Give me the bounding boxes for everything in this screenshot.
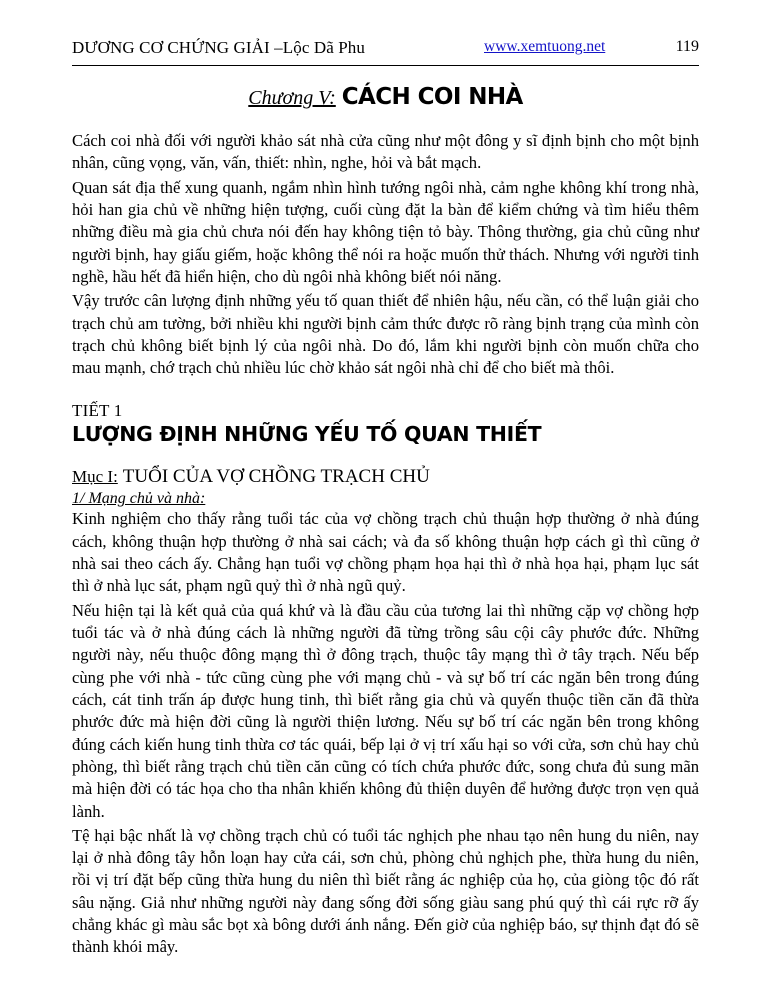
header-divider: [72, 65, 699, 66]
intro-paragraph-2: Quan sát địa thế xung quanh, ngắm nhìn hình tướng ngôi nhà, cảm nghe không khí trong nhà, hỏi han gia chủ về những hiện tượng, cuối cùng đặt la bàn để kiểm chứng và tìm hiểu thêm những điều mà gia chủ chưa nói đến hay không tiện tỏ bày. Thông thường, gia chủ cũng như người bịnh, hay giấu giếm, hoặc không thể nói ra hoặc muốn thử thách. Nhưng với người tinh nghề, hầu hết đã hiển hiện, cho dù ngôi nhà không biết nói năng.: [72, 177, 699, 286]
muc-title: TUỔI CỦA VỢ CHỒNG TRẠCH CHỦ: [122, 466, 430, 488]
section-paragraph-3: Tệ hại bậc nhất là vợ chồng trạch chủ có tuổi tác nghịch phe nhau tạo nên hung du niên, nay lại ở nhà đông tây hỗn loạn hay cửa cái, sơn chủ, phòng chủ nghịch phe, thừa hung du niên, rồi vị trí đặt bếp cũng thừa hung du niên thì biết rằng ác nghiệp của họ, của giòng tộc đó rất sâu nặng. Giả như những người này đang sống đời sống giàu sang phú quý thì cái rực rỡ ấy chẳng khác gì màu sắc bọt xà bông dưới ánh nắng. Đến giờ của nghiệp báo, sự thịnh đạt đó sẽ thành khói mây.: [72, 825, 699, 957]
intro-paragraph-3: Vậy trước cân lượng định những yếu tố quan thiết để nhiên hậu, nếu cần, có thể luận giải cho trạch chủ am tường, bởi nhiều khi người bịnh cảm thức được rõ ràng bịnh trạng của mình còn trạch chủ không biết bịnh lý của ngôi nhà. Do đó, lắm khi người bịnh còn muốn chữa cho mau mạnh, chớ trạch chủ nhiều lúc chờ khảo sát ngôi nhà chỉ để cho biết mà thôi.: [72, 291, 699, 378]
chapter-title: CÁCH COI NHÀ: [341, 84, 523, 110]
chapter-heading: [72, 84, 699, 110]
section-paragraph-2: Nếu hiện tại là kết quả của quá khứ và là đầu cầu của tương lai thì những cặp vợ chồng hợp tuổi tác và ở nhà đúng cách là những người đã từng trồng sâu cội cây phước đức. Những người này, nếu thuộc đông mạng thì ở đông trạch, thuộc tây mạng thì ở tây trạch. Nếu bếp cùng phe với nhà - tức cũng cùng phe với mạng chủ - và sự bố trí các ngăn bên trong đúng cách, cát tinh trấn áp được hung tinh, thì biết rằng gia chủ và quyến thuộc tiền căn đã thừa phước đức mà hiện đời cũng là người thiện lương. Nếu sự bố trí các ngăn bên trong không đúng cách kiến hung tinh thừa cơ tác quái, bếp lại ở vị trí xấu hại so với cửa, sơn chủ hay chủ phòng, thì biết rằng trạch chủ tiền căn cũng có tích chứa phước đức, song chưa đủ sung mãn mà hiện đời có tác họa cho tha nhân khiến không đủ thiện duyên để hưởng được trọn vẹn quả lành.: [72, 600, 699, 821]
muc-heading: [72, 466, 699, 488]
chapter-prefix: Chương V:: [248, 87, 336, 109]
tiet-label: TIẾT 1: [72, 401, 123, 421]
website-link[interactable]: www.xemtuong.net: [484, 38, 606, 55]
subsection-heading: 1/ Mạng chủ và nhà:: [72, 490, 206, 508]
page-header: [72, 38, 699, 58]
page-number: 119: [675, 38, 699, 55]
tiet-title: LƯỢNG ĐỊNH NHỮNG YẾU TỐ QUAN THIẾT: [72, 422, 542, 447]
muc-label: Mục I:: [72, 467, 118, 487]
intro-paragraph-1: Cách coi nhà đối với người khảo sát nhà cửa cũng như một đông y sĩ định bịnh cho một bịnh nhân, cũng vọng, văn, vấn, thiết: nhìn, nghe, hỏi và bắt mạch.: [72, 131, 699, 173]
section-paragraph-1: Kinh nghiệm cho thấy rằng tuổi tác của vợ chồng trạch chủ thuận hợp thường ở nhà đúng cách, không thuận hợp thường ở nhà sai cách; và đa số không thuận hợp cách gì thì cũng ở nhà sai theo cách ấy. Chẳng hạn tuổi vợ chồng phạm họa hại thì ở nhà họa hại, phạm lục sát thì ở nhà lục sát, phạm ngũ quỷ thì ở nhà ngũ quỷ.: [72, 509, 699, 596]
book-title: DƯƠNG CƠ CHỨNG GIẢI –Lộc Dã Phu: [72, 38, 365, 57]
